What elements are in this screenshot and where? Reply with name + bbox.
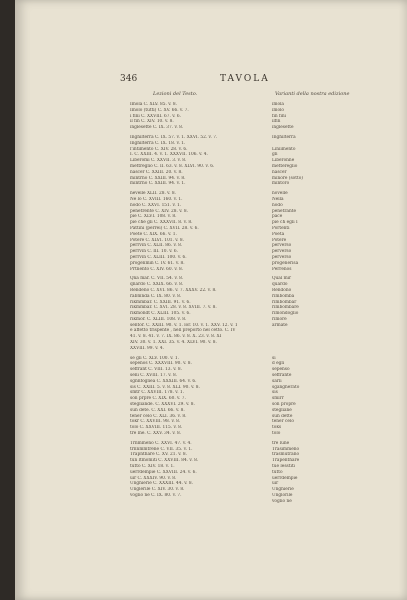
index-entry: Qna mar. C. VII. 54. v. 8. [130, 276, 184, 282]
index-entry: Imola C. XLV. 85. v. 8. [130, 102, 177, 107]
running-head [120, 74, 365, 86]
index-entry: tener celo C. XLI. 36. v. 8. [130, 413, 187, 419]
variant-entry: perverso [272, 243, 292, 249]
variant-entry: progenerisa [272, 260, 299, 266]
variant-entry: Inghilterra [272, 134, 296, 140]
index-entry: perrvin C. III. 10. v. 6. [130, 249, 178, 255]
variants-column [272, 102, 372, 505]
index-entry: e affetto trispente , nell preporto nel cetto. C. IV [130, 328, 236, 334]
index-entry: Poete C. XIX. 66. v. 1. [130, 231, 177, 237]
variant-entry: Unghierie [272, 487, 294, 493]
variant-entry: tre lune [272, 440, 290, 446]
variant-entry: sun dette [272, 413, 293, 419]
index-entry: inglesette C. IX. 37. v. 8. [130, 125, 184, 131]
index-entry: tutto C. XIV. 18. v. 1. [130, 464, 175, 470]
index-entry: Inghilterra C. IX. 18. v. 1. [130, 140, 186, 146]
variant-entry: Unglorile [272, 493, 293, 498]
variant-entry: Portenti [272, 225, 290, 231]
variant-entry: sis [272, 390, 278, 396]
variant-entry: tener celo [272, 419, 294, 425]
variant-entry: perverso [272, 249, 292, 255]
index-entry: Potere C. XLVI. 101. v. 8. [130, 237, 185, 243]
index-entry: progenmin C. IV. 61. v. 8. [130, 260, 185, 266]
index-entry: mintrno C. XXIII. 94. v. 1. [130, 181, 186, 187]
variant-entry: sepenso [272, 367, 290, 373]
index-entry: perrvin C. XLIII. 100. v. 6. [130, 254, 187, 260]
index-entry: nodo C. XXVI. 151. v. 1. [130, 202, 182, 208]
index-entry: Unglerile C. XIV. 30. v. 8. [130, 487, 185, 493]
variant-entry: Qual mir [272, 276, 292, 282]
variant-entry: mettereglio [272, 163, 298, 169]
variant-entry: Liniimento [272, 146, 296, 152]
variant-entry: gli [272, 152, 278, 158]
variant-entry: rimondoglio [272, 311, 299, 317]
index-entry: seni C. XVIII. 17. v. 8. [130, 373, 178, 379]
variant-entry: nodo [272, 202, 283, 208]
page-title: TAVOLA [220, 74, 270, 84]
variant-entry: nascer [272, 169, 287, 175]
index-entry: stegliande. C. XXXVI. 29. v. 8. [130, 402, 195, 408]
variant-entry: si [272, 355, 276, 361]
variant-entry: pace [272, 214, 283, 220]
variant-entry: imola [272, 102, 284, 107]
variant-entry: rimbomba [272, 293, 295, 299]
variant-entry: Trapenthare [272, 458, 300, 464]
variant-entry: voglio ne [272, 498, 292, 504]
index-entry: perrvin C. XLII. 86. v. 8. [130, 243, 183, 249]
variant-entry: tue lesstiti [272, 464, 295, 470]
index-entry: rabmnda C. IX. 80. v. 8. [130, 293, 182, 299]
index-entry: il fin C. XIV. 10. v. 8. [130, 119, 174, 125]
index-entry: nascer C. XXIII. 20. v. 8. [130, 169, 183, 175]
index-entry: rikmmbar. C. XVI. 28. v. 8. XVIII. 7. v. 8. [130, 305, 217, 311]
variant-entry: sgangherato [272, 384, 300, 390]
variant-entry: Nella [272, 196, 284, 202]
variant-entry: Rendono [272, 287, 292, 293]
index-entry: Unghierie C. XXXIII. 44. v. 8. [130, 481, 193, 487]
variant-entry: minore (sotto) [272, 175, 303, 181]
book-page [15, 0, 407, 600]
variant-entry: Poeta [272, 231, 285, 237]
variant-entry: inglesette [272, 125, 294, 131]
variant-entry: smirr [272, 396, 284, 402]
index-entry: tokr C. XXVIII. 98. v. 8. [130, 419, 181, 425]
variant-entry: penetrante [272, 208, 296, 214]
variant-entry: uir [272, 481, 279, 487]
variant-entry: ilfin [272, 119, 281, 125]
index-entry: uerrdempie C. XXVIII. 24. v. 6. [130, 469, 197, 475]
index-entry: Pattini (perrei) C. XVII. 28. v. 6. [130, 225, 199, 231]
index-entry: I. C. XXIII. 4. v. 1. XXXVII. 106. v. 4. [130, 152, 208, 158]
index-entry: XIV. 30. v. 1. XXI. 35. v. 4. XLVI. 90. v. 8. [130, 340, 217, 346]
index-entry: sgnnfogliea C. XXXIII. 64. v. 6. [130, 378, 197, 384]
index-entry: i fini C. XXVIII. 67. v. 6. [130, 113, 181, 119]
index-entry: sepenos C. XXXVIII. 90. v. 8. [130, 361, 192, 367]
index-entry: voglio ne C. IX. 80. v. 7. [130, 493, 182, 498]
index-entry: Inghilterra C. IX. 57. v. 1. XXVI. 52. v. 7. [130, 134, 218, 140]
index-entry: rikmor. C. XLIII. 108. v. 8. [130, 316, 187, 322]
index-entry: mintrno C. XXIII. 94. v. 8. [130, 175, 186, 181]
page-number: 346 [120, 74, 138, 84]
variant-entry: tolo [272, 431, 281, 437]
variant-entry: mintoro [272, 181, 290, 187]
index-entry: nevelle XLII. 28. v. 8. [130, 191, 176, 197]
index-entry: Trapnthare C. XV. 21. v. 8. [130, 452, 187, 458]
index-entry: sentor. C. XXIII. 90. v. 1. lor. 10. v. 1. XXV. 12. v. 1 [130, 322, 238, 328]
variant-entry: Trasimmeno [272, 446, 300, 452]
index-entry: smtr C. XXVIII. 178. v. 1. [130, 390, 185, 396]
index-entry: l'intimento C. XIV. 28. v. 6. [130, 146, 188, 152]
right-column-header: Varianti della nostra edizione [275, 91, 350, 97]
index-entry: tun ltmomiti C. XXVIII. 84. v. 8. [130, 458, 199, 464]
variant-entry: rimbombar [272, 299, 297, 305]
index-entry: penetrente C. XIV. 28. v. 8. [130, 208, 188, 214]
variant-entry: rimbombare [272, 305, 299, 311]
variant-entry: Liberonne [272, 158, 295, 164]
variant-entry: son propre [272, 402, 296, 408]
index-entry: Prtnento C. XIV. 60. v. 8. [130, 266, 184, 272]
index-entry: seffrant C. VIII. 13. v. 8. [130, 367, 183, 373]
variant-entry: seffrante [272, 373, 292, 379]
index-entry: pie C. XLVI. 108. v. 8. [130, 214, 177, 220]
index-entry: tre lne. C. XXV. 34. v. 8. [130, 431, 182, 437]
variant-entry: novelle [272, 191, 288, 197]
index-entry: rikmondt C. XLIII. 105. v. 6. [130, 311, 191, 317]
index-entry: sun dete. C. XXI. 66. v. 8. [130, 407, 185, 413]
variant-entry [272, 346, 372, 352]
variant-entry: trasmutrano [272, 452, 300, 458]
index-entry: se gli C. XLV. 100. v. 1. [130, 355, 180, 361]
index-entry: tolo C. XXVIII. 115. v. 8. [130, 425, 183, 431]
index-entry: pie che gli C. XXXVII. 8. v. 8. [130, 220, 193, 226]
variant-entry: rimore [272, 316, 287, 322]
index-entry: 41. v. 8. 41. v. 7. IX. 86. v. 8. X. 23. v. 8. XI [130, 334, 222, 340]
index-entry: qnardo C. XXIX. 66. v. 8. [130, 282, 184, 288]
variant-entry: d egli [272, 361, 285, 367]
variant-entry: fin fini [272, 113, 287, 119]
variant-entry: pie ch egli I [272, 220, 298, 226]
index-entry: rikmmbar. C. XXIII. 91. v. 6. [130, 299, 191, 305]
index-entry: mettreglio C. II. 63. v. 8. XLVI. 90. v. 6. [130, 163, 215, 169]
text-readings-column [130, 102, 270, 499]
variant-entry: quardo [272, 282, 288, 288]
variant-entry: stegliane [272, 407, 292, 413]
index-entry: sis C. XXIII. 5. v. 8. XLI. 90. v. 8. [130, 384, 200, 390]
variant-entry: uerrdempie [272, 475, 298, 481]
variant-entry: Perrenos [272, 266, 292, 272]
variant-entry: Potere [272, 237, 287, 243]
variant-entry: toks [272, 425, 282, 431]
index-entry: Trnmmeno C. XXVI. 47. v. 4. [130, 440, 192, 446]
index-entry: Liberomi C. XXVII. 3. v. 8. [130, 158, 187, 164]
variant-entry: sarli [272, 378, 282, 384]
variant-entry: armate [272, 322, 288, 328]
variant-entry: tutto [272, 469, 283, 475]
variant-entry: perverso [272, 254, 292, 260]
index-entry: uir C. XXXIV. 90. v. 8. [130, 475, 177, 481]
index-entry: Imolo (tutti) C. XV. 66. v. 7. [130, 107, 189, 113]
index-entry: Rendeno C. XVI. 86. v. 7. XXXV. 22. v. 8. [130, 287, 217, 293]
variant-entry: imolo [272, 107, 284, 113]
index-entry: son prpre C. XIX. 60. v. 7. [130, 396, 186, 402]
index-entry: Ne lo C. XVIII. 160. v. 1. [130, 196, 183, 202]
index-entry: trnnmmtrene C. VII. 35. v. 1. [130, 446, 193, 452]
left-column-header: Lezioni del Testo. [153, 91, 198, 97]
index-entry: XXVIII. 99. v. 4. [130, 345, 164, 351]
